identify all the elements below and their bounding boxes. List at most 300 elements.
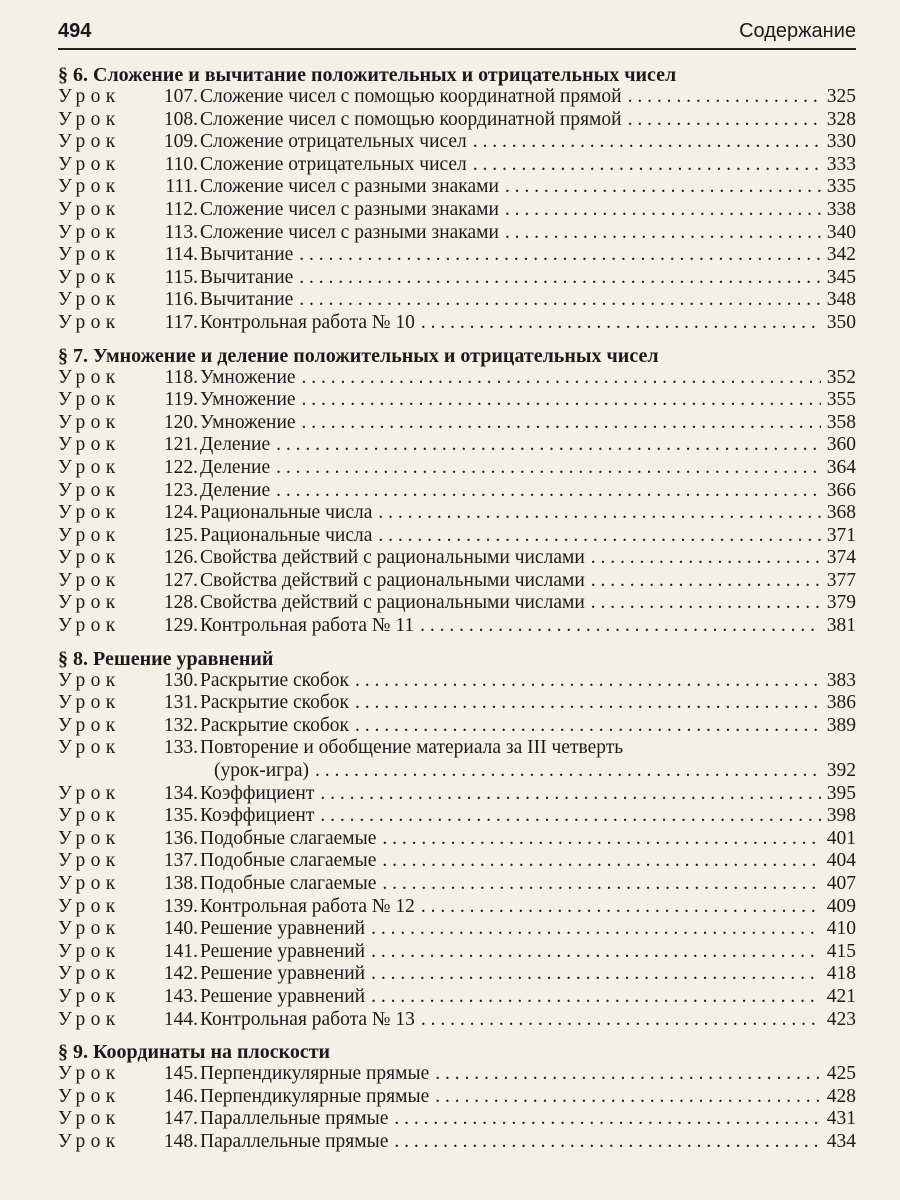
toc-entry	[58, 963, 856, 986]
dot-leader	[585, 547, 821, 570]
lesson-title-line	[200, 570, 856, 593]
page-header	[58, 14, 856, 50]
toc-entry	[58, 715, 856, 738]
lesson-number: 137.	[163, 850, 198, 872]
section-gap	[58, 1031, 856, 1041]
section-gap	[58, 335, 856, 345]
dot-leader	[499, 176, 821, 199]
lesson-number: 129.	[163, 615, 198, 637]
toc-entry	[58, 783, 856, 806]
lesson-number: 109.	[163, 131, 198, 153]
page-ref: 421	[826, 985, 856, 1007]
lesson-title: Решение уравнений	[200, 940, 366, 962]
lesson-word: Урок	[58, 411, 121, 433]
dot-leader	[376, 873, 820, 896]
lesson-title: Подобные слагаемые	[200, 873, 377, 894]
dot-leader	[415, 1009, 821, 1032]
lesson-number: 143.	[163, 985, 198, 1007]
dot-leader	[467, 154, 821, 177]
dot-leader	[622, 86, 821, 109]
page-ref: 401	[826, 827, 856, 849]
lesson-word: Урок	[58, 985, 121, 1007]
toc-entry	[58, 289, 856, 312]
lesson-word: Урок	[58, 1008, 121, 1030]
page-ref: 371	[826, 524, 856, 546]
lesson-number: 130.	[163, 669, 198, 691]
dot-leader	[314, 805, 820, 828]
lesson-title: Контрольная работа № 11	[200, 615, 415, 637]
lesson-title: Сложение чисел с разными знаками	[200, 221, 499, 243]
lesson-title-line	[200, 1063, 856, 1086]
lesson-number: 144.	[163, 1008, 198, 1030]
lesson-title: Вычитание	[200, 289, 294, 311]
lesson-title-line	[200, 986, 856, 1009]
lesson-word: Урок	[58, 1063, 121, 1085]
lesson-title-line	[200, 896, 856, 919]
lesson-word: Урок	[58, 266, 121, 288]
lesson-title: Сложение отрицательных чисел	[200, 153, 467, 175]
lesson-word: Урок	[58, 366, 121, 388]
toc-entry	[58, 389, 856, 412]
toc-entry	[58, 692, 856, 715]
page-ref: 348	[826, 289, 856, 311]
toc-entry	[58, 267, 856, 290]
toc-entry	[58, 480, 856, 503]
lesson-title-line	[200, 389, 856, 412]
lesson-title-line	[200, 615, 856, 638]
lesson-title: Перпендикулярные прямые	[200, 1085, 430, 1107]
dot-leader	[270, 457, 821, 480]
lesson-title-line	[200, 918, 856, 941]
toc-entry	[58, 986, 856, 1009]
toc-entry	[58, 547, 856, 570]
lesson-word: Урок	[58, 434, 121, 456]
toc-entry	[58, 131, 856, 154]
lesson-number: 124.	[163, 502, 198, 524]
lesson-word: Урок	[58, 569, 121, 591]
lesson-title: Деление	[200, 434, 271, 456]
lesson-title-line	[200, 737, 856, 760]
lesson-title: Подобные слагаемые	[200, 850, 377, 872]
lesson-number: 120.	[163, 411, 198, 433]
dot-leader	[585, 570, 821, 593]
toc-entry	[58, 86, 856, 109]
lesson-word: Урок	[58, 782, 121, 804]
lesson-title: Вычитание	[200, 266, 294, 288]
lesson-title-line	[200, 525, 856, 548]
lesson-title-line	[200, 199, 856, 222]
page-ref: 350	[826, 311, 856, 333]
lesson-word: Урок	[58, 547, 121, 569]
lesson-number: 135.	[163, 805, 198, 827]
lesson-title: Параллельные прямые	[200, 1130, 389, 1152]
lesson-number: 108.	[163, 108, 198, 130]
lesson-title-line	[200, 367, 856, 390]
lesson-title: Параллельные прямые	[200, 1108, 389, 1130]
dot-leader	[388, 1108, 820, 1131]
lesson-title-line	[200, 1009, 856, 1032]
lesson-title: Умножение	[200, 366, 296, 388]
lesson-word: Урок	[58, 963, 121, 985]
page-ref: 381	[826, 615, 856, 637]
dot-leader	[499, 222, 821, 245]
dot-leader	[349, 692, 821, 715]
dot-leader	[349, 670, 821, 693]
page-ref: 404	[826, 850, 856, 872]
lesson-title: Деление	[200, 479, 271, 501]
dot-leader	[372, 502, 820, 525]
lesson-word: Урок	[58, 737, 121, 759]
page-ref: 328	[826, 108, 856, 130]
toc-entry	[58, 1086, 856, 1109]
lesson-title: Деление	[200, 456, 271, 478]
lesson-number: 107.	[163, 86, 198, 107]
page-ref: 392	[826, 760, 856, 782]
lesson-number: 145.	[163, 1063, 198, 1085]
dot-leader	[414, 615, 821, 638]
page-ref: 355	[826, 389, 856, 411]
dot-leader	[499, 199, 821, 222]
lesson-word: Урок	[58, 827, 121, 849]
page-ref: 374	[826, 547, 856, 569]
dot-leader	[296, 412, 821, 435]
lesson-title: Решение уравнений	[200, 985, 366, 1007]
toc-entry	[58, 199, 856, 222]
dot-leader	[415, 896, 821, 919]
lesson-title-line	[200, 715, 856, 738]
lesson-title-line	[200, 412, 856, 435]
lesson-number: 126.	[163, 547, 198, 569]
page-ref: 415	[826, 940, 856, 962]
lesson-word: Урок	[58, 479, 121, 501]
lesson-word: Урок	[58, 669, 121, 691]
lesson-number: 134.	[163, 782, 198, 804]
lesson-title-line	[200, 963, 856, 986]
lesson-title-line	[200, 480, 856, 503]
page-ref: 352	[826, 366, 856, 388]
lesson-title: Свойства действий с рациональными числами	[200, 592, 585, 614]
page-ref: 358	[826, 411, 856, 433]
dot-leader	[293, 289, 820, 312]
toc-entry	[58, 737, 856, 760]
page-ref: 431	[826, 1108, 856, 1130]
lesson-title: Перпендикулярные прямые	[200, 1063, 430, 1085]
lesson-title-line	[200, 244, 856, 267]
lesson-title-line	[200, 131, 856, 154]
lesson-title-line	[200, 828, 856, 851]
lesson-word: Урок	[58, 1108, 121, 1130]
lesson-title: Решение уравнений	[200, 963, 366, 985]
lesson-word: Урок	[58, 692, 121, 714]
page-ref: 379	[826, 592, 856, 614]
lesson-title: Сложение отрицательных чисел	[200, 131, 467, 153]
lesson-number: 110.	[164, 153, 198, 175]
lesson-title-line	[200, 941, 856, 964]
toc-entry	[58, 109, 856, 132]
lesson-word: Урок	[58, 615, 121, 637]
running-title: Содержание	[739, 20, 856, 42]
lesson-word: Урок	[58, 221, 121, 243]
lesson-word: Урок	[58, 456, 121, 478]
toc-entry	[58, 502, 856, 525]
lesson-word: Урок	[58, 311, 121, 333]
lesson-number: 116.	[164, 289, 198, 311]
toc-entry	[58, 828, 856, 851]
dot-leader	[585, 592, 821, 615]
table-of-contents	[58, 64, 856, 1154]
page-ref: 425	[826, 1063, 856, 1085]
lesson-number: 140.	[163, 918, 198, 940]
dot-leader	[429, 1086, 821, 1109]
section-title: § 9. Координаты на плоскости	[58, 1041, 331, 1064]
lesson-title-line	[200, 592, 856, 615]
section-title: § 6. Сложение и вычитание положительных и отрицательных чисел	[58, 64, 677, 86]
toc-entry	[58, 412, 856, 435]
lesson-number: 142.	[163, 963, 198, 985]
dot-leader	[293, 244, 820, 267]
lesson-title-line	[200, 176, 856, 199]
page-ref: 368	[826, 502, 856, 524]
toc-entry	[58, 457, 856, 480]
lesson-word: Урок	[58, 940, 121, 962]
toc-entry	[58, 670, 856, 693]
page-ref: 383	[826, 669, 856, 691]
lesson-title-line	[200, 805, 856, 828]
dot-leader	[467, 131, 821, 154]
lesson-number: 138.	[163, 873, 198, 894]
lesson-word: Урок	[58, 289, 121, 311]
dot-leader	[376, 828, 820, 851]
lesson-number: 121.	[163, 434, 198, 456]
dot-leader	[622, 109, 821, 132]
lesson-word: Урок	[58, 176, 121, 198]
dot-leader	[296, 367, 821, 390]
lesson-title-line	[200, 1108, 856, 1131]
page-ref: 395	[826, 782, 856, 804]
lesson-word: Урок	[58, 153, 121, 175]
dot-leader	[372, 525, 820, 548]
lesson-title-line	[200, 850, 856, 873]
lesson-title: Свойства действий с рациональными числами	[200, 569, 585, 591]
toc-entry	[58, 805, 856, 828]
lesson-number: 127.	[163, 569, 198, 591]
lesson-number: 136.	[163, 827, 198, 849]
dot-leader	[270, 434, 821, 457]
toc-entry	[58, 592, 856, 615]
lesson-title: Повторение и обобщение материала за III четверть	[200, 737, 624, 759]
lesson-number: 128.	[163, 592, 198, 614]
page-ref: 434	[826, 1130, 856, 1152]
toc-entry	[58, 615, 856, 638]
lesson-number: 122.	[163, 456, 198, 478]
lesson-title-line	[214, 760, 856, 783]
toc-entry	[58, 850, 856, 873]
toc-entry	[58, 1009, 856, 1032]
page-ref: 428	[826, 1085, 856, 1107]
dot-leader	[349, 715, 821, 738]
section-gap	[58, 638, 856, 648]
toc-entry	[58, 896, 856, 919]
lesson-word: Урок	[58, 131, 121, 153]
lesson-title: Раскрытие скобок	[200, 669, 350, 691]
dot-leader	[365, 941, 821, 964]
lesson-title: Подобные слагаемые	[200, 827, 377, 849]
lesson-title-line	[200, 86, 856, 109]
page-ref: 333	[826, 153, 856, 175]
lesson-word: Урок	[58, 805, 121, 827]
lesson-title-line	[200, 1086, 856, 1109]
lesson-word: Урок	[58, 592, 121, 614]
lesson-title-line	[200, 670, 856, 693]
dot-leader	[365, 963, 821, 986]
lesson-title-line	[200, 109, 856, 132]
lesson-title-line	[200, 267, 856, 290]
lesson-number: 114.	[164, 244, 198, 266]
toc-entry	[58, 154, 856, 177]
lesson-number: 115.	[164, 266, 198, 288]
page-number: 494	[58, 20, 92, 42]
lesson-word: Урок	[58, 873, 121, 894]
lesson-title-line	[200, 502, 856, 525]
lesson-number: 148.	[163, 1130, 198, 1152]
lesson-word: Урок	[58, 850, 121, 872]
dot-leader	[376, 850, 820, 873]
page-ref: 360	[826, 434, 856, 456]
lesson-title-line	[200, 547, 856, 570]
lesson-title: Свойства действий с рациональными числами	[200, 547, 585, 569]
lesson-title-line	[200, 457, 856, 480]
lesson-number: 132.	[163, 714, 198, 736]
page-ref: 330	[826, 131, 856, 153]
lesson-number: 117.	[164, 311, 198, 333]
dot-leader	[415, 312, 821, 335]
toc-entry	[58, 222, 856, 245]
toc-entry	[58, 367, 856, 390]
lesson-title-continuation: (урок-игра)	[214, 760, 310, 782]
lesson-title: Решение уравнений	[200, 918, 366, 940]
lesson-title: Раскрытие скобок	[200, 692, 350, 714]
page-ref: 407	[826, 873, 856, 894]
page-ref: 389	[826, 714, 856, 736]
lesson-number: 113.	[164, 221, 198, 243]
lesson-word: Урок	[58, 198, 121, 220]
lesson-number: 123.	[163, 479, 198, 501]
lesson-title-line	[200, 154, 856, 177]
toc-entry	[58, 941, 856, 964]
lesson-title: Контрольная работа № 10	[200, 311, 415, 333]
lesson-number: 112.	[164, 198, 198, 220]
lesson-title-line	[200, 692, 856, 715]
page-ref: 338	[826, 198, 856, 220]
lesson-title: Коэффициент	[200, 805, 315, 827]
lesson-title: Умножение	[200, 389, 296, 411]
lesson-title-line	[200, 312, 856, 335]
toc-entry	[58, 918, 856, 941]
lesson-word: Урок	[58, 895, 121, 917]
lesson-title-line	[200, 289, 856, 312]
toc-entry	[58, 312, 856, 335]
toc-entry	[58, 1063, 856, 1086]
lesson-title: Сложение чисел с помощью координатной прямой	[200, 86, 622, 107]
page-ref: 377	[826, 569, 856, 591]
dot-leader	[429, 1063, 821, 1086]
dot-leader	[388, 1131, 820, 1154]
dot-leader	[270, 480, 821, 503]
lesson-title-line	[200, 222, 856, 245]
toc-entry	[58, 1108, 856, 1131]
page-ref: 325	[826, 86, 856, 107]
lesson-number: 118.	[164, 366, 198, 388]
toc-entry	[58, 525, 856, 548]
toc-entry	[58, 244, 856, 267]
page-ref: 366	[826, 479, 856, 501]
lesson-number: 139.	[163, 895, 198, 917]
lesson-title: Коэффициент	[200, 782, 315, 804]
page-ref: 398	[826, 805, 856, 827]
lesson-word: Урок	[58, 108, 121, 130]
lesson-title: Сложение чисел с помощью координатной прямой	[200, 108, 622, 130]
toc-entry	[58, 434, 856, 457]
lesson-number: 141.	[163, 940, 198, 962]
section-title: § 8. Решение уравнений	[58, 647, 274, 670]
lesson-word: Урок	[58, 714, 121, 736]
lesson-title: Рациональные числа	[200, 524, 373, 546]
dot-leader	[293, 267, 820, 290]
dot-leader	[309, 760, 821, 783]
page-ref: 342	[826, 244, 856, 266]
lesson-title-line	[200, 434, 856, 457]
lesson-word: Урок	[58, 1085, 121, 1107]
lesson-word: Урок	[58, 86, 121, 107]
lesson-word: Урок	[58, 1130, 121, 1152]
lesson-title-line	[200, 873, 856, 896]
page-ref: 423	[826, 1008, 856, 1030]
lesson-title: Контрольная работа № 13	[200, 1008, 415, 1030]
dot-leader	[314, 783, 820, 806]
lesson-number: 111.	[165, 176, 198, 198]
page-ref: 335	[826, 176, 856, 198]
dot-leader	[365, 986, 821, 1009]
toc-entry-continuation	[58, 760, 856, 783]
page-ref: 410	[826, 918, 856, 940]
dot-leader	[296, 389, 821, 412]
lesson-title-line	[200, 783, 856, 806]
lesson-title: Рациональные числа	[200, 502, 373, 524]
lesson-word: Урок	[58, 524, 121, 546]
lesson-title: Контрольная работа № 12	[200, 895, 415, 917]
lesson-number: 131.	[163, 692, 198, 714]
lesson-title: Раскрытие скобок	[200, 714, 350, 736]
toc-entry	[58, 570, 856, 593]
lesson-word: Урок	[58, 502, 121, 524]
lesson-title: Сложение чисел с разными знаками	[200, 176, 499, 198]
lesson-number: 147.	[163, 1108, 198, 1130]
lesson-number: 133.	[163, 737, 198, 759]
lesson-word: Урок	[58, 244, 121, 266]
page-ref: 340	[826, 221, 856, 243]
toc-entry	[58, 873, 856, 896]
lesson-number: 125.	[163, 524, 198, 546]
lesson-title: Сложение чисел с разными знаками	[200, 198, 499, 220]
page-ref: 386	[826, 692, 856, 714]
toc-entry	[58, 176, 856, 199]
lesson-title: Умножение	[200, 411, 296, 433]
lesson-number: 146.	[163, 1085, 198, 1107]
lesson-word: Урок	[58, 389, 121, 411]
page-ref: 345	[826, 266, 856, 288]
lesson-title: Вычитание	[200, 244, 294, 266]
page-ref: 364	[826, 456, 856, 478]
